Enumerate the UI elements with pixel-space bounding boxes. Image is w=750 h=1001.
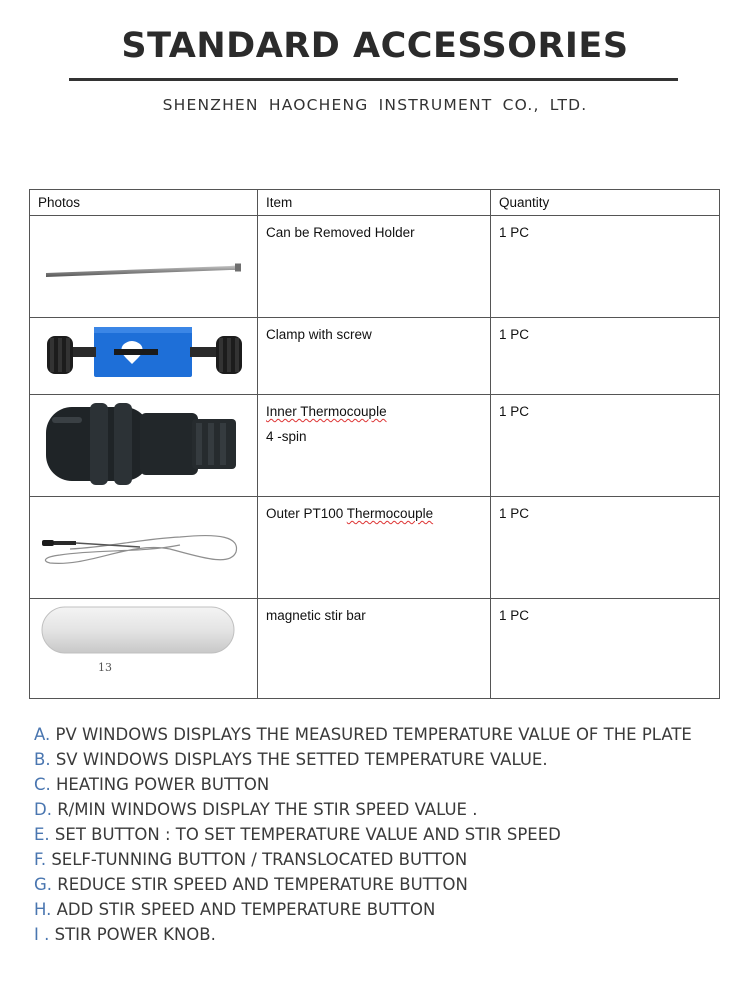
header-item: Item <box>258 190 491 216</box>
item-cell: Inner Thermocouple 4 -spin <box>258 395 491 497</box>
note-d: D. R/MIN WINDOWS DISPLAY THE STIR SPEED VALUE . <box>34 800 478 819</box>
probe-photo <box>30 497 258 599</box>
item-cell: Can be Removed Holder <box>258 216 491 318</box>
table-row <box>30 216 720 318</box>
accessories-table <box>29 189 720 699</box>
table-row <box>30 599 720 699</box>
header-quantity: Quantity <box>491 190 720 216</box>
item-cell: magnetic stir bar <box>258 599 491 699</box>
quantity-cell: 1 PC <box>491 216 720 318</box>
rod-photo <box>30 216 258 318</box>
quantity-cell: 1 PC <box>491 497 720 599</box>
note-a: A. PV WINDOWS DISPLAYS THE MEASURED TEMPERATURE VALUE OF THE PLATE <box>34 725 692 744</box>
quantity-cell: 1 PC <box>491 318 720 395</box>
clamp-photo <box>30 318 258 395</box>
function-notes <box>34 722 734 947</box>
item-cell: Clamp with screw <box>258 318 491 395</box>
note-c: C. HEATING POWER BUTTON <box>34 775 270 794</box>
title-divider <box>69 78 678 81</box>
company-name: SHENZHEN HAOCHENG INSTRUMENT CO., LTD. <box>162 96 588 114</box>
stir-bar-label: 13 <box>98 661 112 674</box>
item-cell: Outer PT100 Thermocouple <box>258 497 491 599</box>
quantity-cell: 1 PC <box>491 599 720 699</box>
stir-bar-photo <box>30 599 258 699</box>
note-i: I . STIR POWER KNOB. <box>34 925 216 944</box>
table-row <box>30 395 720 497</box>
note-f: F. SELF-TUNNING BUTTON / TRANSLOCATED BUTTON <box>34 850 468 869</box>
note-h: H. ADD STIR SPEED AND TEMPERATURE BUTTON <box>34 900 436 919</box>
note-b: B. SV WINDOWS DISPLAYS THE SETTED TEMPERATURE VALUE. <box>34 750 548 769</box>
page-title: STANDARD ACCESSORIES <box>121 26 629 66</box>
note-g: G. REDUCE STIR SPEED AND TEMPERATURE BUTTON <box>34 875 468 894</box>
header-photos: Photos <box>30 190 258 216</box>
note-e: E. SET BUTTON : TO SET TEMPERATURE VALUE AND STIR SPEED <box>34 825 561 844</box>
connector-photo <box>30 395 258 497</box>
quantity-cell: 1 PC <box>491 395 720 497</box>
table-row <box>30 497 720 599</box>
table-row <box>30 318 720 395</box>
table-header-row <box>30 190 720 216</box>
